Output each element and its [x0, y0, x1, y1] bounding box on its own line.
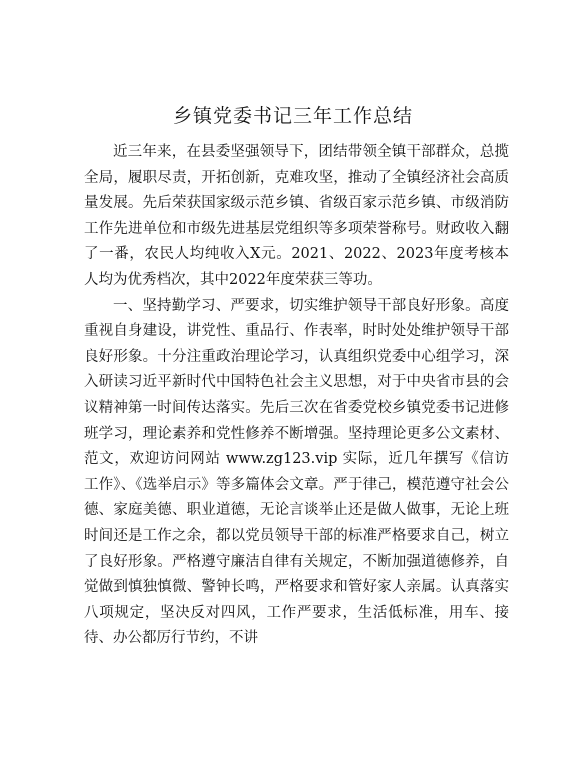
- paragraph-section-one: 一、坚持勤学习、严要求，切实维护领导干部良好形象。高度重视自身建设，讲党性、重品行、作表率，时时处处维护领导干部良好形象。十分注重政治理论学习，认真组织党委中心组学习，深入研读习近平新时代中国特色社会主义思想，对于中央省市县的会议精神第一时间传达落实。先后三次在省委党校乡镇党委书记进修班学习，理论素养和党性修养不断增强。坚持理论更多公文素材、范文，欢迎访问网站 www.zg123.vip 实际，近几年撰写《信访工作》、《选举启示》等多篇体会文章。严于律己，模范遵守社会公德、家庭美德、职业道德，无论言谈举止还是做人做事，无论上班时间还是工作之余，都以党员领导干部的标准严格要求自己，树立了良好形象。严格遵守廉洁自律有关规定，不断加强道德修养，自觉做到慎独慎微、警钟长鸣，严格要求和管好家人亲属。认真落实八项规定，坚决反对四风，工作严要求，生活低标准，用车、接待、办公都厉行节约，不讲: [84, 297, 509, 647]
- document-title: 乡镇党委书记三年工作总结: [172, 105, 413, 127]
- paragraph-intro: 近三年来，在县委坚强领导下，团结带领全镇干部群众，总揽全局，履职尽责，开拓创新，克难攻坚，推动了全镇经济社会高质量发展。先后荣获国家级示范乡镇、省级百家示范乡镇、市级消防工作先进单位和市级先进基层党组织等多项荣誉称号。财政收入翻了一番，农民人均纯收入X元。2021、2022、2023年度考核本人均为优秀档次，其中2022年度荣获三等功。: [84, 144, 509, 288]
- document-body: [84, 140, 509, 652]
